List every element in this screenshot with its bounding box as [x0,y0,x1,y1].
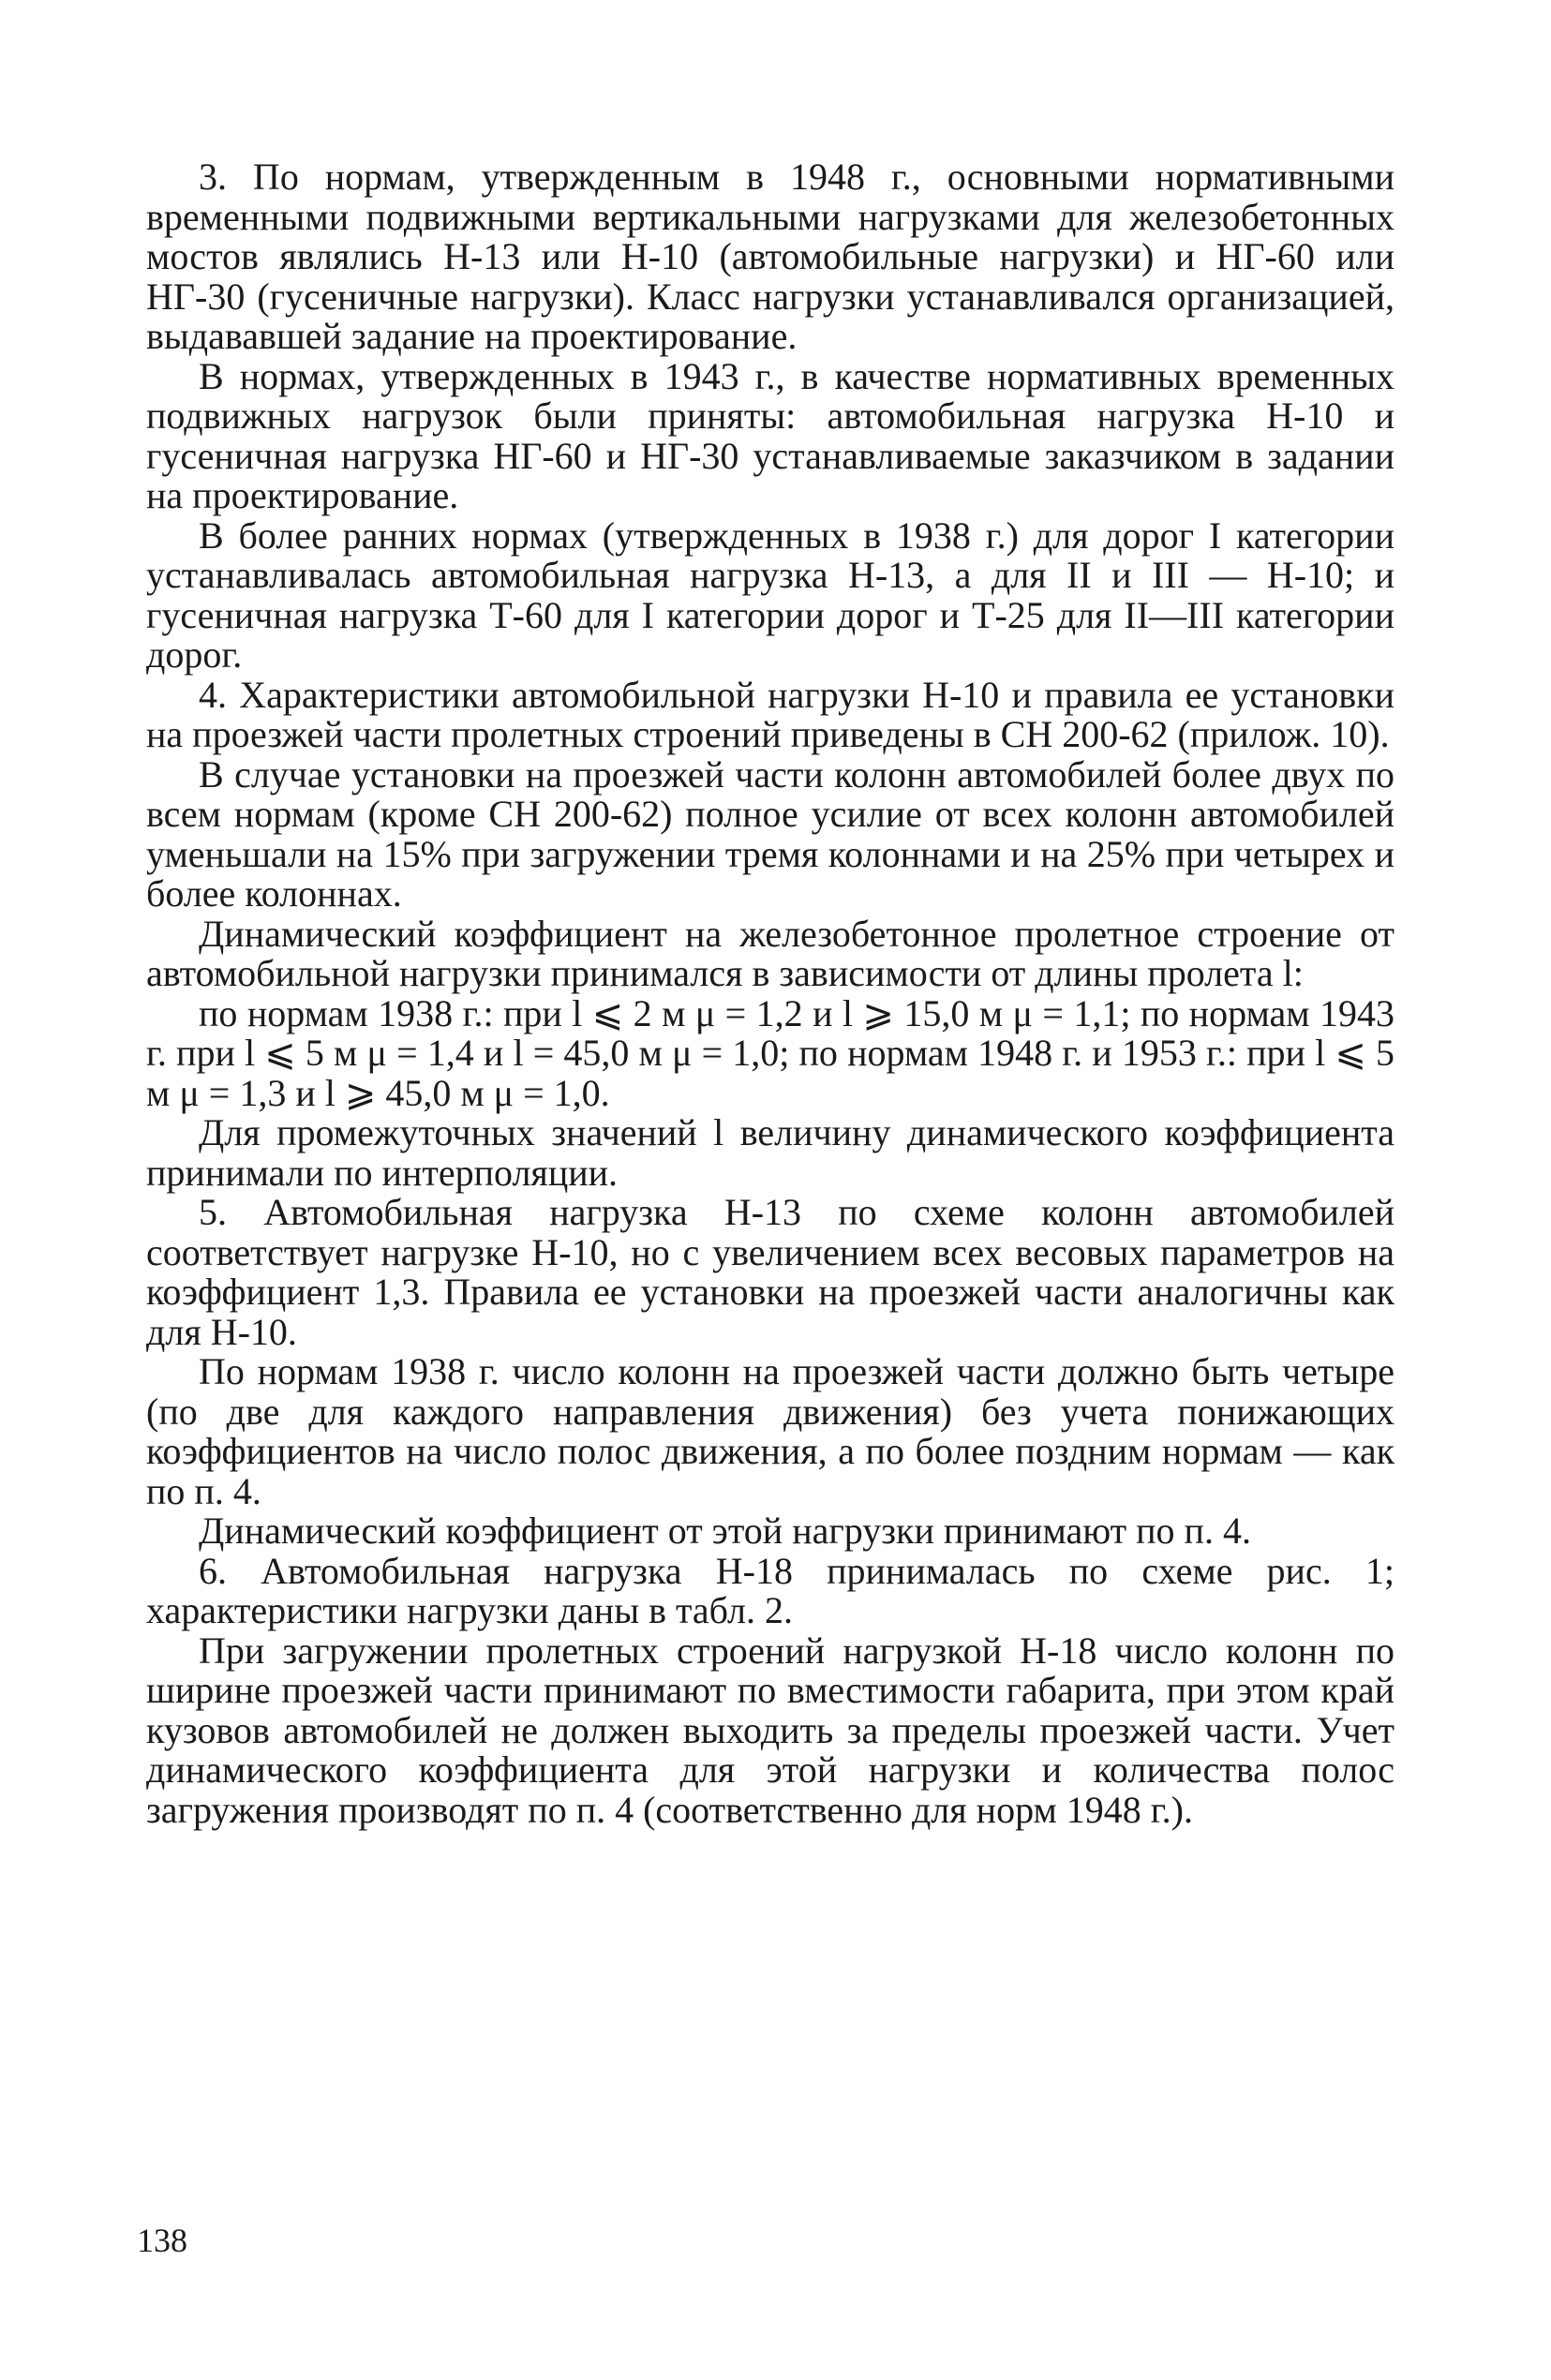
paragraph-3-norms-1948: 3. По нормам, утвержденным в 1948 г., основными нормативными временными подвижными вертикальными нагрузками для железобетонных мостов являлись Н-13 или Н-10 (автомобильные нагрузки) и НГ-60 или НГ-30 (гусеничные нагрузки). Класс нагрузки устанавливался организацией, выдававшей задание на проектирование. [146,156,1394,357]
paragraph-norms-1938: В более ранних нормах (утвержденных в 1938 г.) для дорог I категории устанавливалась автомобильная нагрузка Н-13, а для II и III — Н-10; и гусеничная нагрузка Т-60 для I категории дорог и Т-25 для II—III категории дорог. [146,513,1394,676]
paragraph-interpolation: Для промежуточных значений l величину динамического коэффициента принимали по интерполяции. [146,1111,1394,1194]
paragraph-4-h10-characteristics: 4. Характеристики автомобильной нагрузки Н-10 и правила ее установки на проезжей части пролетных строений приведены в СН 200-62 (прилож. 10). [146,673,1394,755]
paragraph-dynamic-h13: Динамический коэффициент от этой нагрузки принимают по п. 4. [199,1510,1251,1552]
paragraph-column-reduction: В случае установки на проезжей части колонн автомобилей более двух по всем нормам (кроме СН 200-62) полное усилие от всех колонн автомобилей уменьшали на 15% при загружении тремя колоннами и на 25% при четырех и более колоннах. [146,752,1394,915]
paragraph-dynamic-coefficient-values: по нормам 1938 г.: при l ⩽ 2 м μ = 1,2 и l ⩾ 15,0 м μ = 1,1; по нормам 1943 г. при l ⩽ 5 м μ = 1,4 и l = 45,0 м μ = 1,0; по нормам 1948 г. и 1953 г.: при l ⩽ 5 м μ = 1,3 и l ⩾ 45,0 м μ = 1,0. [146,991,1394,1114]
body-text [146,157,1394,1830]
paragraph-columns-1938: По нормам 1938 г. число колонн на проезжей части должно быть четыре (по две для каждого направления движения) без учета понижающих коэффициентов на число полос движения, а по более поздним нормам — как по п. 4. [146,1350,1394,1512]
page-number: 138 [137,2222,187,2259]
paragraph-6-h18: 6. Автомобильная нагрузка Н-18 принималась по схеме рис. 1; характеристики нагрузки даны в табл. 2. [146,1549,1394,1631]
paragraph-dynamic-coefficient: Динамический коэффициент на железобетонное пролетное строение от автомобильной нагрузки принимался в зависимости от длины пролета l: [146,912,1394,994]
paragraph-norms-1943: В нормах, утвержденных в 1943 г., в качестве нормативных временных подвижных нагрузок были приняты: автомобильная нагрузка Н-10 и гусеничная нагрузка НГ-60 и НГ-30 устанавливаемые заказчиком в задании на проектирование. [146,354,1394,516]
paragraph-h18-loading: При загружении пролетных строений нагрузкой Н-18 число колонн по ширине проезжей части принимают по вместимости габарита, при этом край кузовов автомобилей не должен выходить за пределы проезжей части. Учет динамического коэффициента для этой нагрузки и количества полос загружения производят по п. 4 (соответственно для норм 1948 г.). [146,1629,1394,1831]
paragraph-5-h13: 5. Автомобильная нагрузка Н-13 по схеме колонн автомобилей соответствует нагрузке Н-10, но с увеличением всех весовых параметров на коэффициент 1,3. Правила ее установки на проезжей части аналогичны как для Н-10. [146,1191,1394,1353]
